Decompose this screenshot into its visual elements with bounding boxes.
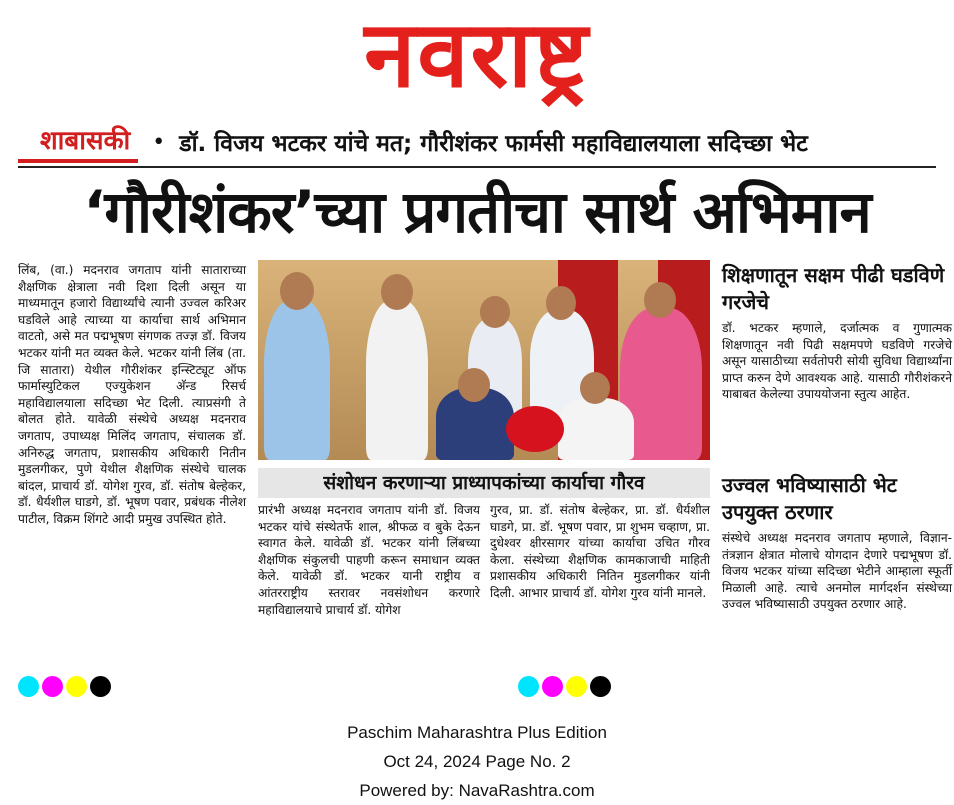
flower-bouquet — [506, 406, 564, 452]
cyan-dot — [518, 676, 539, 697]
person-figure — [264, 300, 330, 460]
main-headline: ‘गौरीशंकर’च्या प्रगतीचा सार्थ अभिमान — [83, 178, 871, 246]
person-head — [381, 274, 413, 310]
bullet-icon: • — [152, 129, 166, 155]
article-column-3: गुरव, प्रा. डॉ. संतोष बेल्हेकर, प्रा. डॉ. धैर्यशील घाडगे, प्रा. डॉ. भूषण पवार, प्रा शुभम चव्हाण, प्रा. दुधेश्वर क्षीरसागर यांच्या कार्याचा उचित गौरव केला. संस्थेच्या शैक्षणिक कामकाजाची माहिती प्रशासकीय अधिकारी नितिन मुडलगीकर यांनी दिली. आभार प्राचार्य डॉ. योगेश गुरव यांनी मानले. — [490, 503, 710, 600]
powered-by-label: Powered by: NavaRashtra.com — [359, 781, 595, 800]
sidebar-story-1 — [722, 262, 952, 403]
black-dot — [90, 676, 111, 697]
article-column-1: लिंब, (वा.) मदनराव जगताप यांनी साताराच्या शैक्षणिक क्षेत्राला नवी दिशा दिली असून या माध्यमातून हजारो विद्यार्थ्यांचे त्यानी उज्वल करिअर घडविले आहे त्याच्या या कार्याचा सार्थ अभिमान वाटतो, असे मत पद्मभूषण संगणक तज्ज्ञ डॉ. विजय भटकर यांनी मत व्यक्त केले. भटकर यांनी लिंब (ता. जि सातारा) येथील गौरीशंकर इन्स्टिट्यूट ऑफ फार्मास्युटिकल एज्युकेशन अ‍ॅन्ड रिसर्च महाविद्यालयाला सदिच्छा भेट दिली. त्याप्रसंगी ते बोलत होते. यावेळी संस्थेचे अध्यक्ष मदनराव जगताप, उपाध्यक्ष मिलिंद जगताप, संचालक डॉ. अनिरुद्ध जगताप, प्रशासकीय अधिकारी नितीन मुडलगीकर, पुणे येथील शैक्षणिक संस्थेचे चालक बांदल, प्राचार्य डॉ. योगेश गुरव, डॉ. संतोष बेल्हेकर, डॉ. धैर्यशील घाडगे, डॉ. भूषण पवार, प्रबंधक नीलेश पाटील, विक्रम शिंगटे आदी प्रमुख उपस्थित होते. — [18, 263, 246, 526]
cyan-dot — [18, 676, 39, 697]
person-figure — [366, 300, 428, 460]
masthead — [0, 0, 954, 110]
person-head — [546, 286, 576, 320]
magenta-dot — [42, 676, 63, 697]
kicker-label: शाबासकी — [18, 121, 138, 163]
sidebar-heading-1: शिक्षणातून सक्षम पीढी घडविणे गरजेचे — [722, 263, 945, 314]
subheadline: डॉ. विजय भटकर यांचे मत; गौरीशंकर फार्मसी महाविद्यालयाला सदिच्छा भेट — [179, 131, 808, 157]
yellow-dot — [66, 676, 87, 697]
news-photo — [258, 260, 710, 460]
topline — [18, 118, 936, 168]
person-head — [644, 282, 676, 318]
person-head — [458, 368, 490, 402]
section-heading: संशोधन करणाऱ्या प्राध्यापकांच्या कार्याचा गौरव — [258, 468, 710, 498]
registration-marks — [18, 676, 111, 697]
person-head — [580, 372, 610, 404]
seated-person — [558, 398, 634, 460]
black-dot — [590, 676, 611, 697]
sidebar-body-2: संस्थेचे अध्यक्ष मदनराव जगताप म्हणाले, विज्ञान-तंत्रज्ञान क्षेत्रात मोलाचे योगदान देणारे पद्मभूषण डॉ. विजय भटकर यांच्या सदिच्छा भेटीने आम्हाला स्फूर्ती मिळाली आहे. त्याचे अनमोल मार्गदर्शन संस्थेच्या उज्वल भविष्यासाठी उपयुक्त ठरणार आहे. — [722, 531, 952, 612]
footer — [0, 718, 954, 805]
sidebar-story-2 — [722, 472, 952, 613]
yellow-dot — [566, 676, 587, 697]
person-head — [280, 272, 314, 310]
article-column-2: प्रारंभी अध्यक्ष मदनराव जगताप यांनी डॉ. विजय भटकर यांचे संस्थेतर्फे शाल, श्रीफळ व बुके देऊन स्वागत केले. यावेळी डॉ. भटकर यांनी लिंबच्या शैक्षणिक संकुलची पाहणी करून समाधान व्यक्त केले. यावेळी डॉ. भटकर यानी राष्ट्रीय व आंतरराष्ट्रीय स्तरावर नवसंशोधन करणारे महाविद्यालयाचे प्राचार्य डॉ. योगेश — [258, 503, 480, 617]
sidebar-heading-2: उज्वल भविष्यासाठी भेट उपयुक्त ठरणार — [722, 473, 897, 524]
registration-marks — [518, 676, 611, 697]
date-page-label: Oct 24, 2024 Page No. 2 — [383, 752, 571, 771]
magenta-dot — [542, 676, 563, 697]
edition-label: Paschim Maharashtra Plus Edition — [347, 723, 607, 742]
person-head — [480, 296, 510, 328]
sidebar-body-1: डॉ. भटकर म्हणाले, दर्जात्मक व गुणात्मक शिक्षणातून नवी पिढी सक्षमपणे घडविणे गरजेचे असून यासाठीच्या सर्वतोपरी सोयी सुविधा विद्यार्थ्यांना प्राप्त करुन देणे आवश्यक आहे. यासाठी गौरीशंकरने याबाबत केलेल्या उपाययोजना स्तुत्य आहेत. — [722, 321, 952, 402]
masthead-title: नवराष्ट्र — [364, 1, 590, 108]
